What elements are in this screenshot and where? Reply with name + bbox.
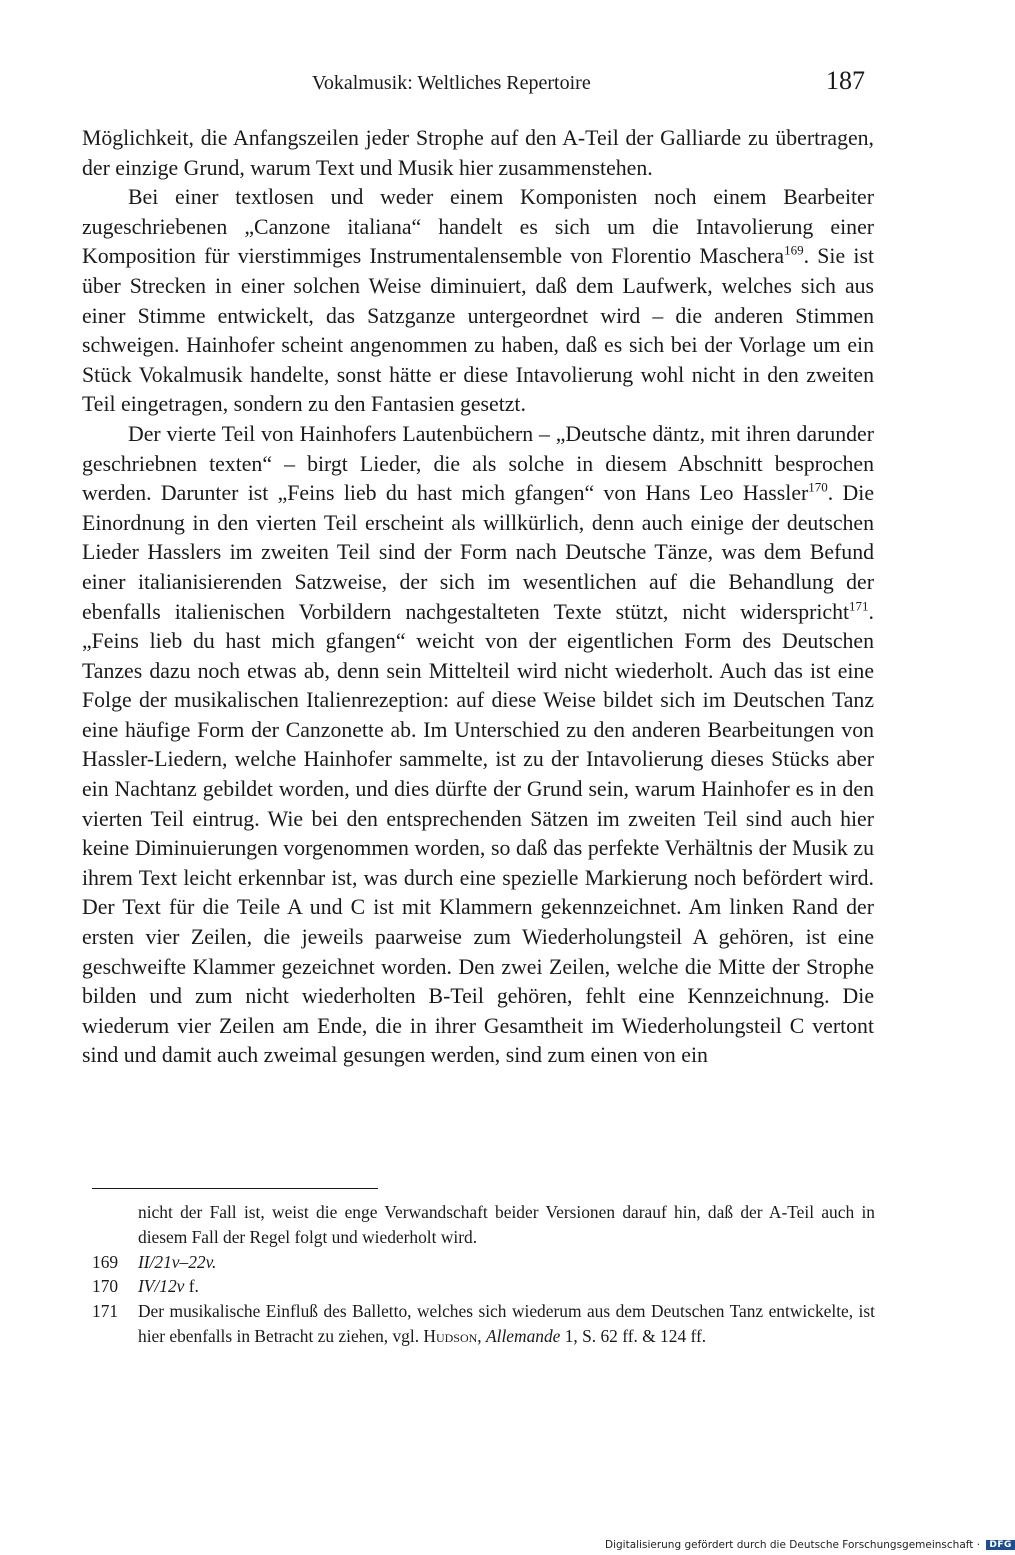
work-title: Allemande	[486, 1325, 561, 1346]
footnote-divider	[92, 1188, 378, 1189]
running-head: Vokalmusik: Weltliches Repertoire	[312, 72, 591, 94]
paragraph-3: Der vierte Teil von Hainhofers Lautenbüchern – „Deutsche däntz, mit ihren darunder geschriebnen texten“ – birgt Lieder, die als solche in diesem Abschnitt besprochen werden. Darunter ist „Feins lieb du hast mich gfangen“ von Hans Leo Hassler$^{170}$. Die Einordnung in den vierten Teil erscheint als willkürlich, denn auch einige der deutschen Lieder Hasslers im zweiten Teil sind der Form nach Deutsche Tänze, was dem Befund einer italianisierenden Satzweise, der sich im wesentlichen auf die Behandlung der ebenfalls italienischen Vorbildern nachgestalteten Texte stützt, nicht widerspricht$^{171}$. „Feins lieb du hast mich gfangen“ weicht von der eigentlichen Form des Deutschen Tanzes dazu noch etwas ab, denn sein Mittelteil wird nicht wiederholt. Auch das ist eine Folge der musikalischen Italienrezeption: auf diese Weise bildet sich im Deutschen Tanz eine häufige Form der Canzonette ab. Im Unterschied zu den anderen Bearbeitungen von Hassler-Liedern, welche Hainhofer sammelte, ist zu der Intavolierung dieses Stücks aber ein Nachtanz gebildet worden, und dies dürfte der Grund sein, warum Hainhofer es in den vierten Teil eintrug. Wie bei den entsprechenden Sätzen im zweiten Teil sind auch hier keine Diminuierungen vorgenommen worden, so daß das perfekte Verhältnis der Musik zu ihrem Text leicht erkennbar ist, was durch eine spezielle Markierung noch befördert wird. Der Text für die Teile A und C ist mit Klammern gekennzeichnet. Am linken Rand der ersten vier Zeilen, die jeweils paarweise zum Wiederholungsteil A gehören, ist eine geschweifte Klammer gezeichnet worden. Den zwei Zeilen, welche die Mitte der Strophe bilden und zum nicht wiederholten B-Teil gehören, fehlt eine Kennzeichnung. Die wiederum vier Zeilen am Ende, die in ihrer Gesamtheit im Wiederholungsteil C vertont sind und damit auch zweimal gesungen werden, sind zum einen von ein	[82, 421, 874, 1068]
footnote-number: 169	[92, 1251, 119, 1272]
digitization-credit: Digitalisierung gefördert durch die Deutsche Forschungsgemeinschaft · DFG	[605, 1539, 1000, 1555]
author-name: Hudson	[423, 1325, 478, 1346]
footnote-170: 170 IV/12v f.	[92, 1274, 875, 1299]
dfg-logo: DFG	[986, 1540, 1015, 1550]
paragraph-2: Bei einer textlosen und weder einem Komponisten noch einem Bearbeiter zugeschriebenen „Canzone italiana“ handelt es sich um die Intavolierung einer Komposition für vierstimmiges Instrumentalensemble von Florentio Maschera$^{169}$. Sie ist über Strecken in einer solchen Weise diminuiert, daß dem Laufwerk, welches sich aus einer Stimme entwickelt, das Satzganze untergeordnet wird – die anderen Stimmen schweigen. Hainhofer scheint angenommen zu haben, daß es sich bei der Vorlage um ein Stück Vokalmusik handelte, sonst hätte er diese Intavolierung wohl nicht in den zweiten Teil eingetragen, sondern zu den Fantasien gesetzt.	[82, 185, 874, 417]
page-number: 187	[826, 66, 865, 95]
footnote-ref-170[interactable]: 170	[808, 479, 828, 495]
footnote-number: 170	[92, 1276, 119, 1297]
body-text	[82, 124, 874, 1071]
footnotes	[92, 1200, 875, 1349]
footnote-ref-169[interactable]: 169	[784, 243, 804, 259]
paragraph-1: Möglichkeit, die Anfangszeilen jeder Strophe auf den A-Teil der Galliarde zu übertragen, der einzige Grund, warum Text und Musik hier zusammenstehen.	[82, 126, 874, 180]
footnote-number: 171	[92, 1301, 119, 1322]
footnote-ref-171[interactable]: 171	[849, 598, 869, 614]
footnote-169: 169 II/21v–22v.	[92, 1250, 875, 1275]
footnote-continuation: nicht der Fall ist, weist die enge Verwandschaft beider Versionen darauf hin, daß der A-Teil auch in diesem Fall der Regel folgt und wiederholt wird.	[138, 1202, 875, 1247]
page-header	[0, 62, 1000, 102]
footnote-171: 171 Der musikalische Einfluß des Balletto, welches sich wiederum aus dem Deutschen Tanz entwickelte, ist hier ebenfalls in Betracht zu ziehen, vgl. Hudson, Allemande 1, S. 62 ff. & 124 ff.	[92, 1299, 875, 1349]
